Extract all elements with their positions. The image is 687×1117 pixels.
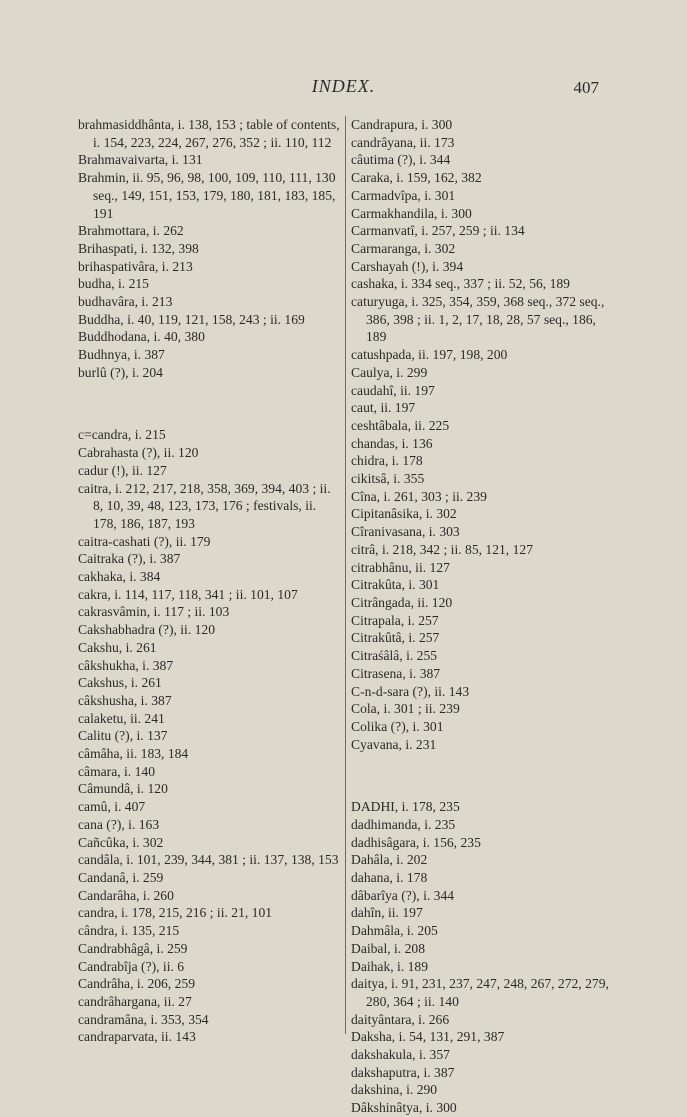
index-column-left — [78, 116, 340, 1046]
index-entry: candra, i. 178, 215, 216 ; ii. 21, 101 — [78, 905, 273, 921]
index-entry: Citrângada, ii. 120 — [351, 594, 453, 610]
index-entry: dadhimanda, i. 235 — [351, 816, 456, 832]
index-entry: caut, ii. 197 — [351, 400, 416, 416]
index-entry: daitya, i. 91, 231, 237, 247, 248, 267, 272, 279, 280, 364 ; ii. 140 — [351, 976, 609, 1009]
index-entry: budhavâra, i. 213 — [78, 294, 173, 310]
section-gap — [351, 767, 613, 785]
index-entry: dâbarîya (?), i. 344 — [351, 887, 455, 903]
index-entry: Brihaspati, i. 132, 398 — [78, 240, 199, 256]
index-entry: catushpada, ii. 197, 198, 200 — [351, 347, 508, 363]
index-entry: Cipitanâsika, i. 302 — [351, 506, 457, 522]
index-entry: Cakshabhadra (?), ii. 120 — [78, 622, 216, 638]
index-entry: Candrâha, i. 206, 259 — [78, 976, 196, 992]
index-entry: citrâ, i. 218, 342 ; ii. 85, 121, 127 — [351, 541, 533, 557]
index-entry: Citrasena, i. 387 — [351, 665, 441, 681]
index-entry: Brahmin, ii. 95, 96, 98, 100, 109, 110, 111, 130 seq., 149, 151, 153, 179, 180, 181, 183, 185, 191 — [78, 170, 336, 221]
index-entry: candrâhargana, ii. 27 — [78, 993, 192, 1009]
index-entry: caitra-cashati (?), ii. 179 — [78, 533, 211, 549]
index-entry: c=candra, i. 215 — [78, 427, 166, 443]
index-entry: Carshayah (!), i. 394 — [351, 258, 464, 274]
page-number: 407 — [573, 78, 599, 97]
index-entry: Caulya, i. 299 — [351, 364, 428, 380]
index-entry: citrabhânu, ii. 127 — [351, 559, 450, 575]
index-entry: câutima (?), i. 344 — [351, 152, 451, 168]
index-entry: Candrapura, i. 300 — [351, 117, 453, 132]
index-entry: dakshakula, i. 357 — [351, 1047, 450, 1063]
index-entry: dakshina, i. 290 — [351, 1082, 438, 1098]
index-entry: brahmasiddhânta, i. 138, 153 ; table of contents, i. 154, 223, 224, 267, 276, 352 ; ii. 110, 112 — [78, 117, 340, 150]
running-title: INDEX. — [311, 76, 376, 96]
index-entry: budha, i. 215 — [78, 276, 149, 292]
index-entry: câkshusha, i. 387 — [78, 692, 172, 708]
index-entry: burlû (?), i. 204 — [78, 364, 163, 380]
index-entry: candramâna, i. 353, 354 — [78, 1011, 209, 1027]
index-entry: brihaspativâra, i. 213 — [78, 258, 193, 274]
index-entry: Candarâha, i. 260 — [78, 887, 174, 903]
index-entry: daityântara, i. 266 — [351, 1011, 450, 1027]
index-entry: candâla, i. 101, 239, 344, 381 ; ii. 137, 138, 153 — [78, 852, 339, 868]
index-entry: Câmundâ, i. 120 — [78, 781, 168, 797]
index-entry: Dahmâla, i. 205 — [351, 923, 438, 939]
index-entry: Carmanvatî, i. 257, 259 ; ii. 134 — [351, 223, 525, 239]
index-entry: cana (?), i. 163 — [78, 816, 160, 832]
index-entry: Daksha, i. 54, 131, 291, 387 — [351, 1029, 505, 1045]
index-entry: Cakshu, i. 261 — [78, 639, 157, 655]
index-entry: câmara, i. 140 — [78, 763, 155, 779]
index-entry: Carmakhandila, i. 300 — [351, 205, 472, 221]
index-entry: Cîranivasana, i. 303 — [351, 524, 460, 540]
index-entry: Brahmavaivarta, i. 131 — [78, 152, 203, 168]
index-entry: Budhnya, i. 387 — [78, 347, 165, 363]
index-entry: Carmadvîpa, i. 301 — [351, 187, 456, 203]
index-entry: cashaka, i. 334 seq., 337 ; ii. 52, 56, 189 — [351, 276, 570, 292]
index-entry: câmâha, ii. 183, 184 — [78, 746, 189, 762]
index-entry: Daibal, i. 208 — [351, 940, 425, 956]
index-entry: Cyavana, i. 231 — [351, 736, 437, 752]
index-entry: Caraka, i. 159, 162, 382 — [351, 170, 482, 186]
index-entry: camû, i. 407 — [78, 799, 146, 815]
index-entry: Dâkshinâtya, i. 300 — [351, 1100, 457, 1116]
index-entry: Caitraka (?), i. 387 — [78, 551, 181, 567]
index-entry: C-n-d-sara (?), ii. 143 — [351, 683, 470, 699]
index-entry: Cabrahasta (?), ii. 120 — [78, 445, 199, 461]
index-entry: caitra, i. 212, 217, 218, 358, 369, 394, 403 ; ii. 8, 10, 39, 48, 123, 173, 176 ; festivals, ii. 178, 186, 187, 193 — [78, 480, 331, 531]
index-entry: Cañcûka, i. 302 — [78, 834, 164, 850]
index-entry: dadhisâgara, i. 156, 235 — [351, 834, 481, 850]
section-gap — [78, 395, 340, 413]
index-entry: DADHI, i. 178, 235 — [351, 799, 460, 815]
index-entry: dahana, i. 178 — [351, 870, 428, 885]
index-entry: Buddhodana, i. 40, 380 — [78, 329, 205, 345]
index-entry: Cakshus, i. 261 — [78, 675, 162, 691]
index-entry: Calitu (?), i. 137 — [78, 728, 168, 744]
index-entry: cadur (!), ii. 127 — [78, 462, 167, 478]
index-entry: cakrasvâmin, i. 117 ; ii. 103 — [78, 604, 230, 620]
index-entry: Carmaranga, i. 302 — [351, 240, 456, 256]
index-entry: Dahâla, i. 202 — [351, 852, 428, 868]
index-entry: cakhaka, i. 384 — [78, 569, 161, 585]
index-entry: ceshtâbala, ii. 225 — [351, 417, 450, 433]
index-entry: Cola, i. 301 ; ii. 239 — [351, 701, 460, 717]
index-entry: caturyuga, i. 325, 354, 359, 368 seq., 372 seq., 386, 398 ; ii. 1, 2, 17, 18, 28, 57 seq., 186, 189 — [351, 294, 605, 345]
index-entry: candrâyana, ii. 173 — [351, 134, 455, 150]
index-entry: Citrakûtâ, i. 257 — [351, 630, 440, 646]
index-column-right — [351, 116, 613, 1117]
index-entry: Candanâ, i. 259 — [78, 870, 164, 885]
index-entry: candraparvata, ii. 143 — [78, 1029, 196, 1045]
index-entry: Buddha, i. 40, 119, 121, 158, 243 ; ii. 169 — [78, 311, 305, 327]
index-entry: Citrapala, i. 257 — [351, 612, 439, 628]
index-entry: Candrabîja (?), ii. 6 — [78, 958, 185, 974]
index-entry: chidra, i. 178 — [351, 453, 423, 469]
index-entry: câkshukha, i. 387 — [78, 657, 174, 673]
index-entry: calaketu, ii. 241 — [78, 710, 165, 726]
index-entry: Candrabhâgâ, i. 259 — [78, 940, 188, 956]
index-entry: Colika (?), i. 301 — [351, 718, 444, 734]
index-entry: dahîn, ii. 197 — [351, 905, 423, 921]
index-entry: Citrakûta, i. 301 — [351, 577, 440, 593]
index-entry: Brahmottara, i. 262 — [78, 223, 184, 239]
index-entry: Cîna, i. 261, 303 ; ii. 239 — [351, 488, 487, 504]
index-entry: Daihak, i. 189 — [351, 958, 429, 974]
index-entry: dakshaputra, i. 387 — [351, 1064, 455, 1080]
index-entry: chandas, i. 136 — [351, 435, 433, 451]
index-entry: cakra, i. 114, 117, 118, 341 ; ii. 101, 107 — [78, 586, 298, 602]
index-entry: cikitsâ, i. 355 — [351, 471, 425, 487]
column-divider — [345, 116, 346, 1034]
index-entry: Citraśâlâ, i. 255 — [351, 648, 438, 664]
index-entry: cândra, i. 135, 215 — [78, 923, 180, 939]
index-entry: caudahî, ii. 197 — [351, 382, 435, 398]
